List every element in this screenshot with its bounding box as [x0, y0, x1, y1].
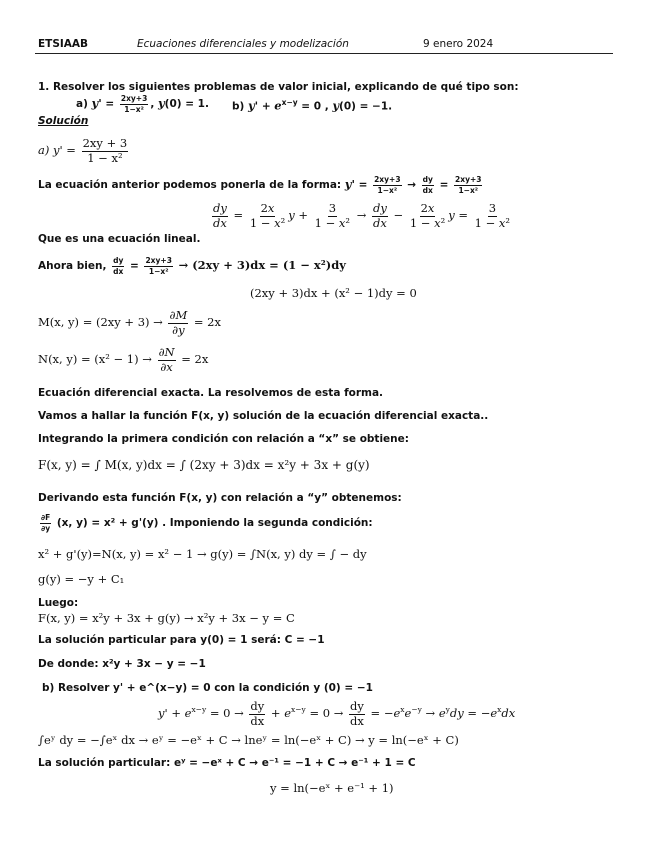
b-integral: ∫eʸ dy = −∫eˣ dx → eʸ = −eˣ + C → lneʸ = ln(−eˣ + C) → y = ln(−eˣ + C)	[38, 733, 459, 747]
b-particular: La solución particular: eʸ = −eˣ + C → e⁻¹ = −1 + C → e⁻¹ + 1 = C	[38, 757, 416, 769]
linear-form: $\frac{dy}{dx}$ = $\frac{2x}{\text{1 − x²}}$ y + $\frac{3}{\text{1 − x²}}$ → $\frac{dy}{dx}$ − $\frac{2x}{\text{1 − x²}}$ y = $\frac{3}{\text{1 − x²}}$	[213, 201, 511, 230]
particular-a: La solución particular para y(0) = 1 será: C = −1	[38, 634, 325, 646]
de-donde: De donde: x²y + 3x − y = −1	[38, 658, 206, 670]
b-intro: b) Resolver y' + e^(x−y) = 0 con la condición y (0) = −1	[42, 682, 373, 694]
dfdy-line: $\frac{\partial F}{\partial y}$ (x, y) = x² + g'(y) . Imponiendo la segunda condición:	[41, 513, 373, 533]
problem-part-a: a) y' = $\frac{2xy+3}{\text{1−x²}}$ , y(0) = 1.	[76, 94, 209, 114]
b-separation: $y' + e^{x-y} = 0$ → $\frac{dy}{dx}$ + $e^{x-y} = 0$ → $\frac{dy}{dx}$ = $-e^xe^{-y} \to e^ydy = -e^xdx$	[158, 699, 516, 728]
header-course: Ecuaciones diferenciales y modelización	[137, 38, 349, 50]
n-derivative: N(x, y) = (x² − 1) → $\frac{\partial N}{\partial x}$ = 2x	[38, 345, 209, 374]
header-rule	[35, 53, 613, 54]
derive-note: Derivando esta función F(x, y) con relación a “y” obtenemos:	[38, 492, 402, 504]
find-f-note: Vamos a hallar la función F(x, y) solución de la ecuación diferencial exacta..	[38, 410, 489, 422]
pfaff-form: (2xy + 3)dx + (x² − 1)dy = 0	[250, 286, 417, 300]
g-result: g(y) = −y + C₁	[38, 572, 125, 586]
g-prime-line: x² + g'(y)=N(x, y) = x² − 1 → g(y) = ∫N(x, y) dy = ∫ − dy	[38, 547, 367, 561]
now-line: Ahora bien, $\frac{dy}{dx}$ = $\frac{2xy+3}{\text{1−x²}}$ → (2xy + 3)dx = (1 − x²)dy	[38, 256, 346, 276]
luego-label: Luego:	[38, 597, 79, 609]
b-final: y = ln(−eˣ + e⁻¹ + 1)	[270, 781, 394, 795]
linear-note: Que es una ecuación lineal.	[38, 233, 201, 245]
a-equation: a) y' = $\frac{2xy + 3}{\text{1 − x²}}$	[38, 136, 128, 165]
header-school: ETSIAAB	[38, 38, 89, 50]
m-derivative: M(x, y) = (2xy + 3) → $\frac{\partial M}{\partial y}$ = 2x	[38, 308, 221, 337]
solution-heading: Solución	[38, 115, 89, 127]
exact-note: Ecuación diferencial exacta. La resolvemos de esta forma.	[38, 387, 384, 399]
header-date: 9 enero 2024	[423, 38, 494, 50]
integral-line: F(x, y) = ∫ M(x, y)dx = ∫ (2xy + 3)dx = x²y + 3x + g(y)	[38, 458, 370, 472]
form-line: La ecuación anterior podemos ponerla de la forma: y' = $\frac{2xy+3}{\text{1−x²}}$ → $\frac{dy}{dx}$ = $\frac{2xy+3}{\text{1−x²}}$	[38, 175, 482, 195]
f-line: F(x, y) = x²y + 3x + g(y) → x²y + 3x − y = C	[38, 611, 295, 625]
problem-part-b: b) $y' + e^{x-y} = 0$ , y(0) = −1.	[232, 98, 393, 113]
problem-statement: 1. Resolver los siguientes problemas de valor inicial, explicando de qué tipo son:	[38, 81, 519, 93]
integrate-note: Integrando la primera condición con relación a “x” se obtiene:	[38, 433, 409, 445]
